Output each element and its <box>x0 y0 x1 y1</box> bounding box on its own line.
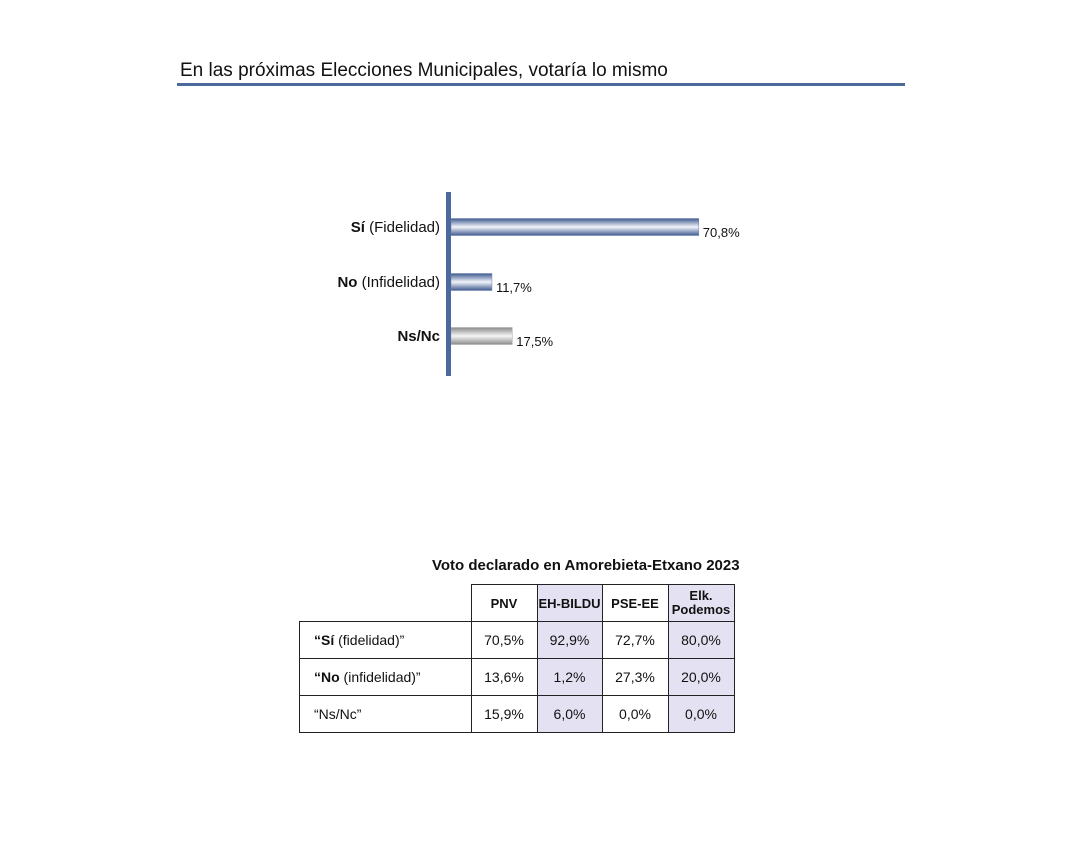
y-axis-line <box>446 192 451 376</box>
table-corner <box>300 585 472 622</box>
col-header-pnv: PNV <box>471 585 537 622</box>
table-row <box>300 659 735 696</box>
col-header-podemos: Podemos <box>671 602 731 617</box>
col-header-elk-podemos <box>668 585 734 622</box>
table-cell: 1,2% <box>537 659 602 696</box>
col-header-eh-bildu: EH-BILDU <box>537 585 602 622</box>
category-label-si: Sí (Fidelidad) <box>350 219 440 236</box>
col-header-elk: Elk. <box>689 588 713 603</box>
category-label-nsnc: Ns/Nc <box>397 328 440 345</box>
table-cell: 13,6% <box>471 659 537 696</box>
table-cell: 20,0% <box>668 659 734 696</box>
page-title: En las próximas Elecciones Municipales, votaría lo mismo <box>180 60 668 81</box>
vote-table <box>299 584 735 733</box>
value-label-no: 11,7% <box>495 280 532 295</box>
row-label-no: “No (infidelidad)” <box>300 659 472 696</box>
row-label-nsnc: “Ns/Nc” <box>300 696 472 733</box>
table-cell: 80,0% <box>668 622 734 659</box>
bar-nsnc <box>451 328 512 345</box>
table-cell: 27,3% <box>602 659 668 696</box>
table-cell: 70,5% <box>471 622 537 659</box>
table-cell: 0,0% <box>668 696 734 733</box>
table-cell: 72,7% <box>602 622 668 659</box>
table-header-row <box>300 585 735 622</box>
category-label-no: No (Infidelidad) <box>337 274 440 291</box>
table-row <box>300 696 735 733</box>
value-label-si: 70,8% <box>702 225 740 240</box>
value-label-nsnc: 17,5% <box>516 334 554 349</box>
table-cell: 6,0% <box>537 696 602 733</box>
row-label-si: “Sí (fidelidad)” <box>300 622 472 659</box>
col-header-pse-ee: PSE-EE <box>602 585 668 622</box>
bar-no <box>451 274 492 291</box>
table-cell: 15,9% <box>471 696 537 733</box>
table-title: Voto declarado en Amorebieta-Etxano 2023 <box>432 557 740 574</box>
table-cell: 92,9% <box>537 622 602 659</box>
table-cell: 0,0% <box>602 696 668 733</box>
bar-si <box>451 219 699 236</box>
table-row <box>300 622 735 659</box>
